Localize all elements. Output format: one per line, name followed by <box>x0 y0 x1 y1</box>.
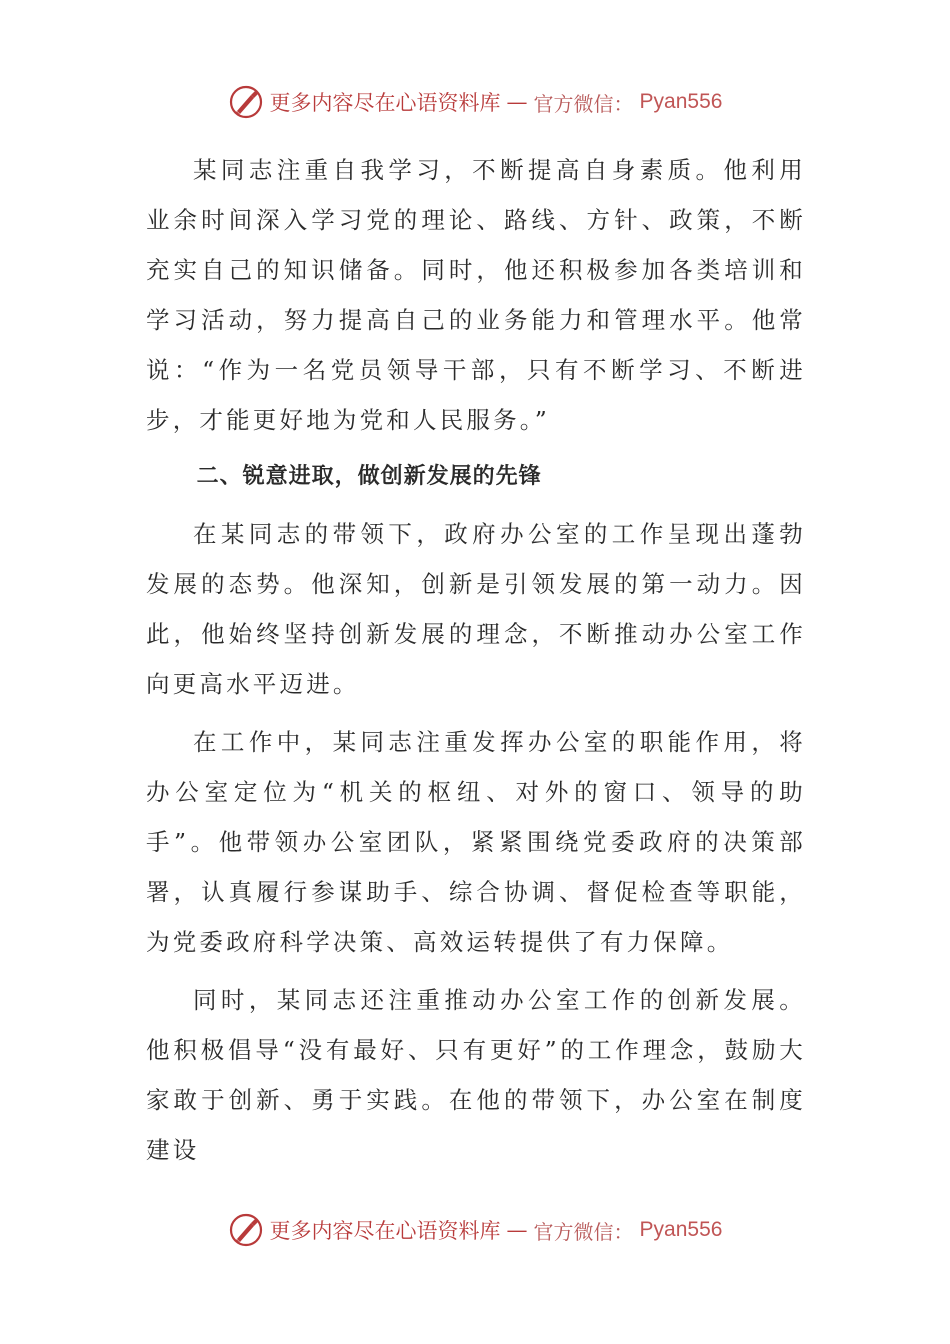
watermark-wechat-id: Pyan556 <box>639 90 723 113</box>
watermark-wechat-label: 官方微信： <box>533 1219 634 1244</box>
paragraph-2: 在某同志的带领下，政府办公室的工作呈现出蓬勃发展的态势。他深知，创新是引领发展的第一动力。因此，他始终坚持创新发展的理念，不断推动办公室工作向更高水平迈进。 <box>146 520 806 698</box>
paragraph-1: 某同志注重自我学习，不断提高自身素质。他利用业余时间深入学习党的理论、路线、方针、政策，不断充实自己的知识储备。同时，他还积极参加各类培训和学习活动，努力提高自己的业务能力和管理水平。他常说：“作为一名党员领导干部，只有不断学习、不断进步，才能更好地为党和人民服务。” <box>146 156 806 434</box>
footer-watermark <box>0 1210 950 1250</box>
watermark-wechat-id: Pyan556 <box>639 1218 723 1241</box>
paragraph-3: 在工作中，某同志注重发挥办公室的职能作用，将办公室定位为“机关的枢纽、对外的窗口、领导的助手”。他带领办公室团队，紧紧围绕党委政府的决策部署，认真履行参谋助手、综合协调、督促检查等职能，为党委政府科学决策、高效运转提供了有力保障。 <box>146 728 806 956</box>
section-heading-2: 二、锐意进取，做创新发展的先锋 <box>196 464 542 489</box>
watermark-text: 更多内容尽在心语资料库 <box>269 91 501 115</box>
watermark-text: 更多内容尽在心语资料库 <box>269 1219 501 1243</box>
watermark-wechat-label: 官方微信： <box>533 91 634 116</box>
paragraph-4: 同时，某同志还注重推动办公室工作的创新发展。他积极倡导“没有最好、只有更好”的工作理念，鼓励大家敢于创新、勇于实践。在他的带领下，办公室在制度建设 <box>146 986 806 1164</box>
document-body <box>146 145 806 1183</box>
pen-logo-icon <box>228 1212 264 1248</box>
watermark-dash: — <box>506 1218 528 1242</box>
header-watermark <box>0 82 950 122</box>
watermark-dash: — <box>506 90 528 114</box>
pen-logo-icon <box>228 84 264 120</box>
